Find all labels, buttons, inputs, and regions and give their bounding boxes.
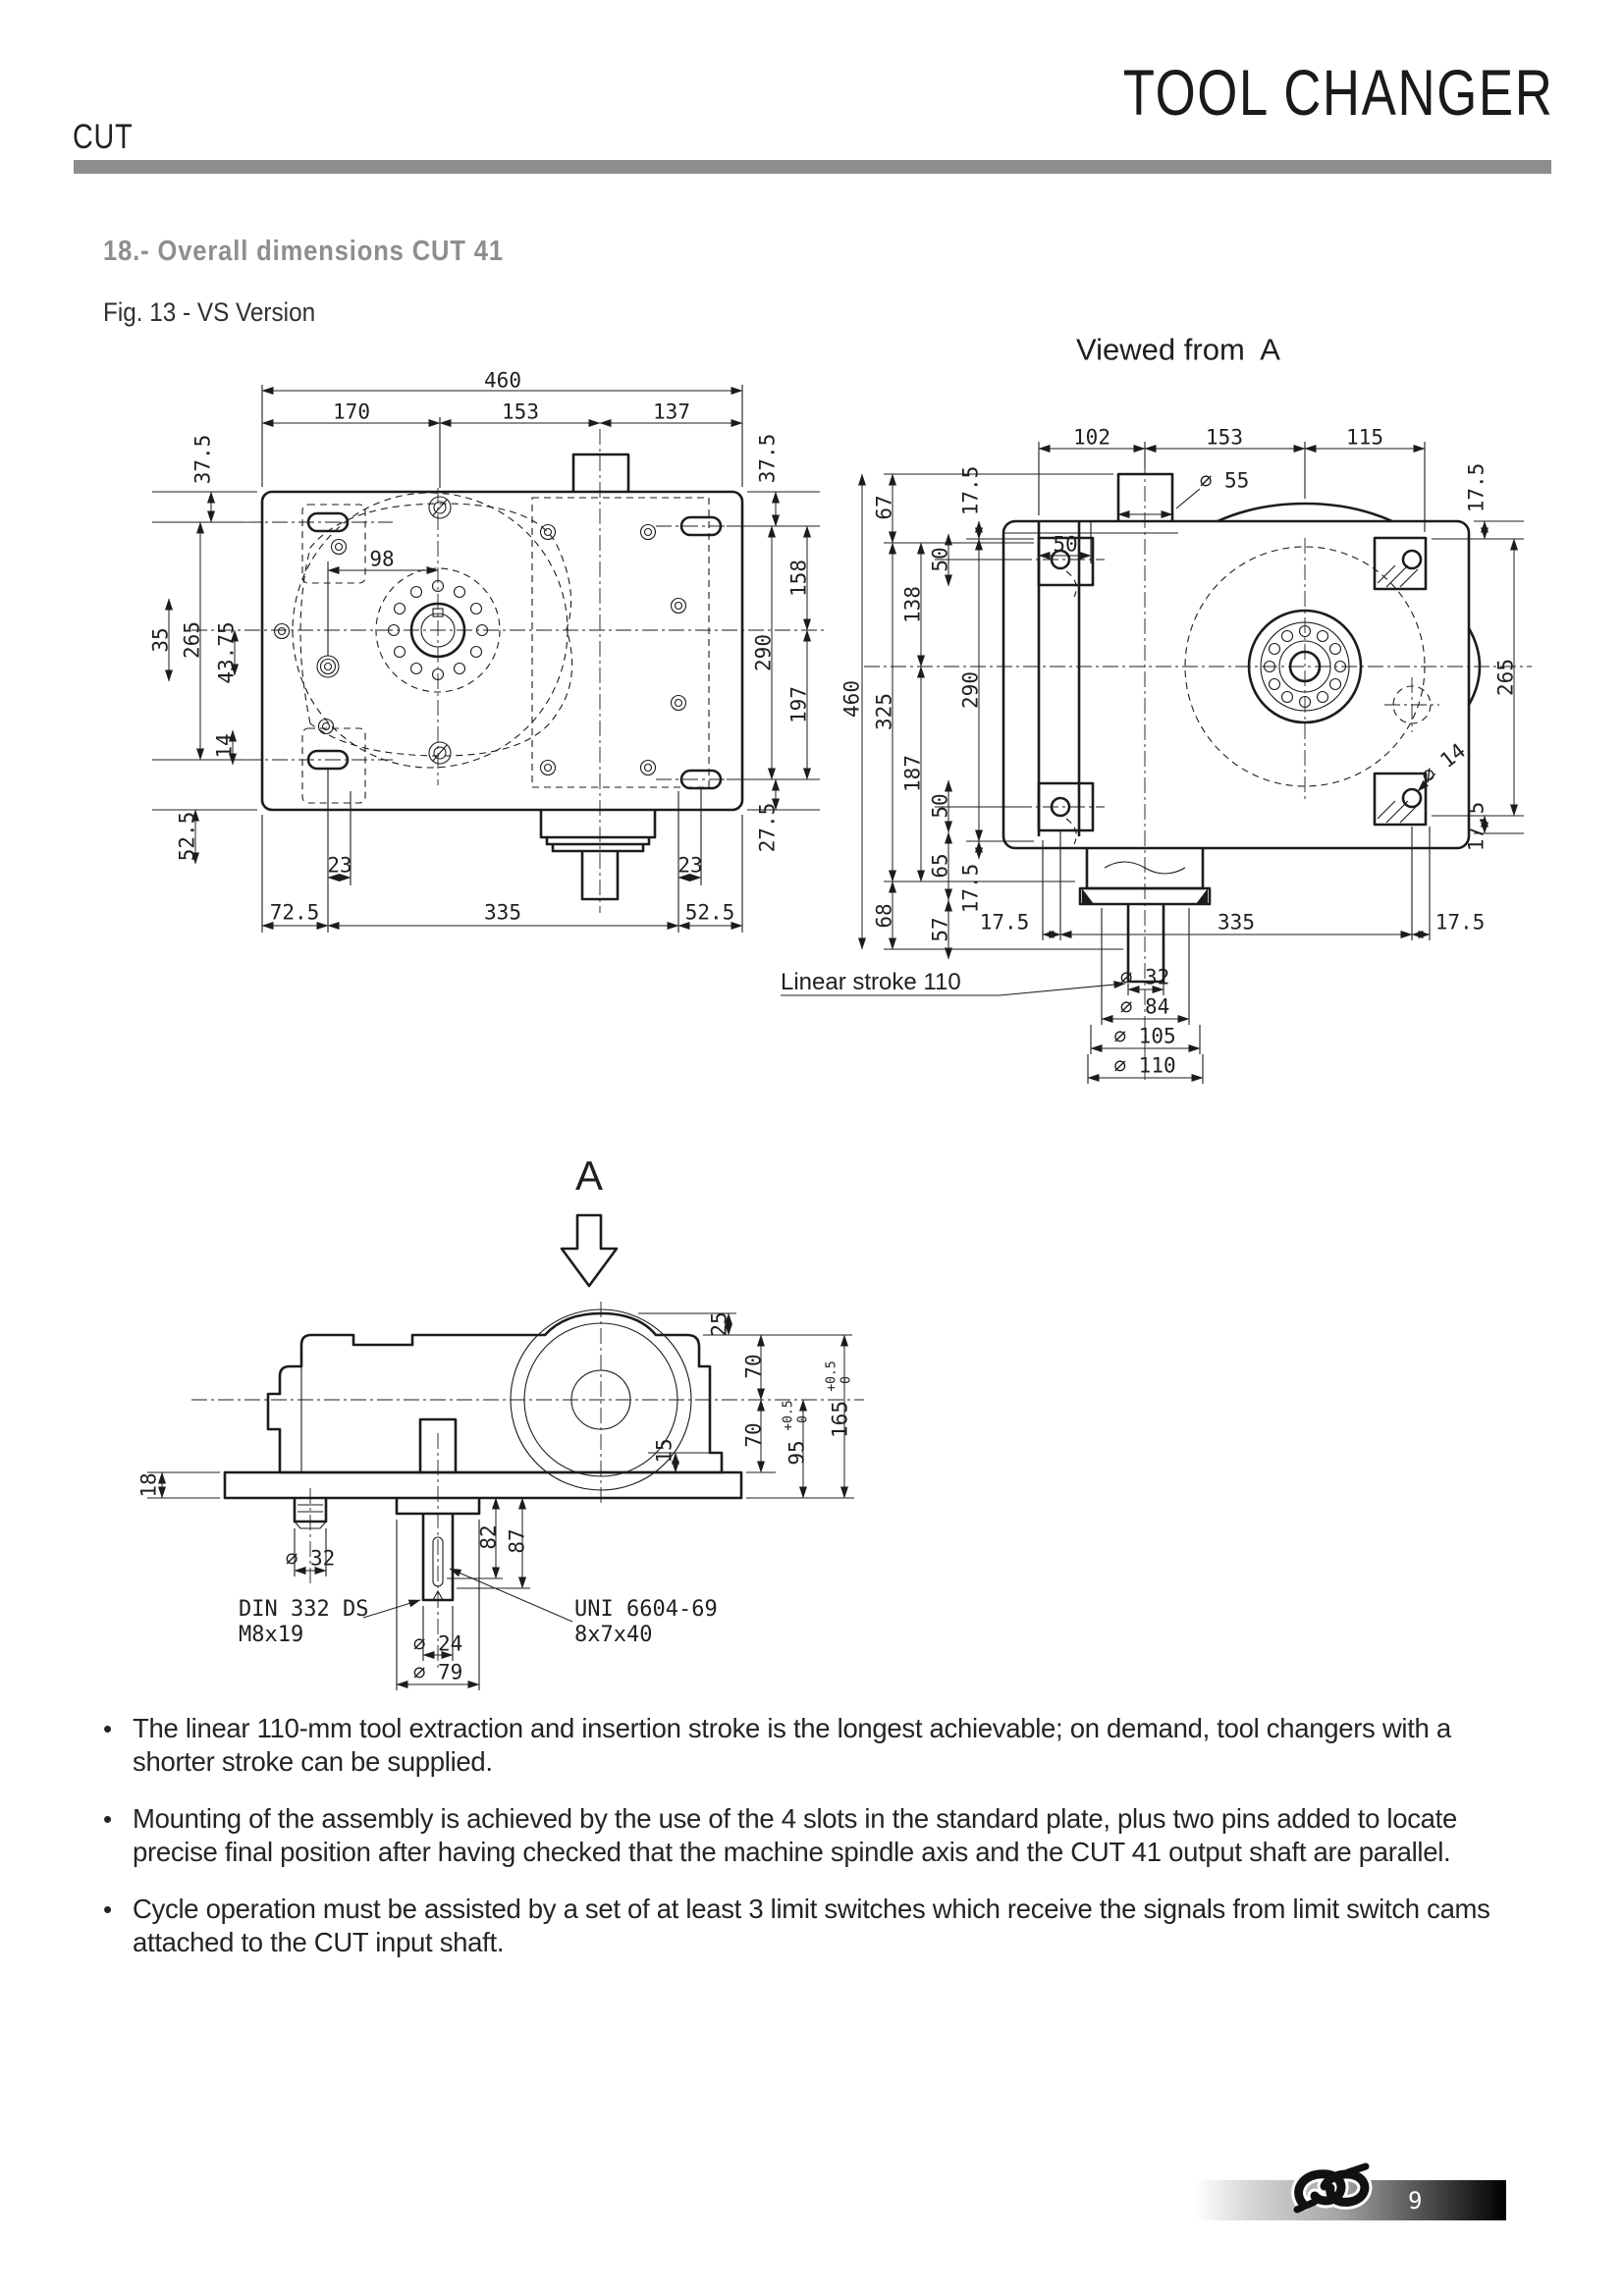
dim-label: M8x19 <box>239 1623 304 1647</box>
list-item <box>103 1802 1525 1869</box>
dim-label: ∅ 14 <box>1416 738 1471 788</box>
dim-label: 165 <box>828 1401 852 1438</box>
dim-label: ∅ 105 <box>1113 1024 1176 1048</box>
dim-label: 35 <box>148 627 173 653</box>
dim-label: 68 <box>872 903 896 929</box>
dim-label: 8x7x40 <box>574 1623 653 1647</box>
dim-label: 18 <box>136 1472 161 1498</box>
product-name: CUT <box>73 118 134 156</box>
dim-label: 50 <box>928 547 952 572</box>
dim-label: 52.5 <box>175 811 199 862</box>
dim-label: 460 <box>839 680 864 718</box>
dim-label: 17.5 <box>1464 462 1489 513</box>
brand-logo-icon <box>1285 2159 1380 2223</box>
dim-label: 265 <box>1493 659 1518 696</box>
dim-label: 23 <box>327 853 352 878</box>
dim-label: 115 <box>1346 425 1383 450</box>
dim-label: 170 <box>333 400 370 424</box>
dim-label: 50 <box>1053 532 1078 557</box>
dim-label: +0.5 <box>824 1361 839 1392</box>
section-title: 18.- Overall dimensions CUT 41 <box>103 236 504 267</box>
dim-label: 70 <box>741 1354 766 1379</box>
dim-label: 290 <box>958 671 983 709</box>
dim-label: 17.5 <box>1435 910 1486 934</box>
dim-label: 460 <box>484 368 521 393</box>
dim-label: 37.5 <box>190 434 215 485</box>
dim-label: Linear stroke 110 <box>781 969 961 995</box>
dim-label: 265 <box>180 621 204 659</box>
dim-label: 67 <box>872 495 896 520</box>
dim-label: 138 <box>900 586 925 623</box>
dim-label: 197 <box>786 686 811 723</box>
dim-label: 23 <box>677 853 703 878</box>
dim-label: ∅ 32 <box>285 1546 336 1571</box>
dim-label: ∅ 55 <box>1199 468 1250 493</box>
front-view-drawing <box>147 1215 864 1690</box>
dim-label: 50 <box>928 793 952 819</box>
dim-label: +0.5 <box>781 1400 796 1431</box>
dim-label: 0 <box>839 1376 854 1384</box>
dim-label: 27.5 <box>755 802 780 853</box>
dim-label: ∅ 32 <box>1119 965 1170 989</box>
list-item <box>103 1712 1525 1779</box>
dim-label: 72.5 <box>269 900 320 925</box>
dim-label: 158 <box>786 560 811 597</box>
note-text: The linear 110-mm tool extraction and insertion stroke is the longest achievable; on demand, tool changers with a shorter stroke can be supplied. <box>133 1713 1451 1777</box>
side-view-drawing <box>781 442 1532 1084</box>
dim-label: 335 <box>1218 910 1255 934</box>
bullet-icon: • <box>103 1804 113 1834</box>
note-text: Mounting of the assembly is achieved by the use of the 4 slots in the standard plate, plus two pins added to locate precise final position after having checked that the machine spindle axis and the CUT 41 output shaft are parallel. <box>133 1803 1457 1867</box>
dim-label: 98 <box>369 547 395 571</box>
dim-label: 17.5 <box>1464 801 1489 852</box>
dim-label: 17.5 <box>979 910 1030 934</box>
dim-label: 0 <box>795 1415 811 1423</box>
dim-label: 153 <box>502 400 539 424</box>
note-text: Cycle operation must be assisted by a set of at least 3 limit switches which receive the signals from limit switch cams attached to the CUT input shaft. <box>133 1894 1490 1957</box>
dim-label: 325 <box>872 693 896 730</box>
plan-view-drawing <box>148 385 825 933</box>
dim-label: 95 <box>785 1440 809 1466</box>
notes-list <box>103 1712 1525 1983</box>
dim-label: ∅ 84 <box>1119 994 1170 1019</box>
dim-label: 137 <box>653 400 690 424</box>
dim-label: 335 <box>484 900 521 925</box>
dim-label: 52.5 <box>684 900 735 925</box>
dim-label: 15 <box>652 1438 677 1464</box>
page-number: 9 <box>1408 2187 1423 2215</box>
dim-label: ∅ 110 <box>1113 1053 1176 1078</box>
dim-label: DIN 332 DS <box>239 1597 369 1622</box>
dim-label: 290 <box>751 634 776 671</box>
dim-label: 65 <box>928 853 952 879</box>
dim-label: 17.5 <box>958 465 983 516</box>
dim-label: 43.75 <box>214 621 239 684</box>
figure-caption: Fig. 13 - VS Version <box>103 297 316 327</box>
list-item <box>103 1893 1525 1959</box>
dim-label: ∅ 79 <box>412 1660 463 1684</box>
bullet-icon: • <box>103 1714 113 1743</box>
dim-label: 153 <box>1206 425 1243 450</box>
bullet-icon: • <box>103 1895 113 1924</box>
dim-label: Viewed from A <box>1076 332 1280 367</box>
footer-bar <box>1194 2180 1506 2220</box>
dim-label: ∅ 24 <box>412 1631 463 1656</box>
page-title: TOOL CHANGER <box>1122 56 1553 129</box>
dim-label: 17.5 <box>958 863 983 914</box>
dim-label: 70 <box>741 1422 766 1448</box>
dim-label: 82 <box>476 1524 501 1550</box>
dim-label: 37.5 <box>755 433 780 484</box>
dim-label: 87 <box>505 1528 529 1554</box>
dim-label: 102 <box>1073 425 1110 450</box>
dim-label: UNI 6604-69 <box>574 1597 718 1622</box>
dim-label: 57 <box>928 917 952 942</box>
dim-label: 25 <box>707 1311 731 1337</box>
dim-label: A <box>574 1152 604 1199</box>
dim-label: 187 <box>900 755 925 792</box>
dim-label: 14 <box>212 733 237 759</box>
